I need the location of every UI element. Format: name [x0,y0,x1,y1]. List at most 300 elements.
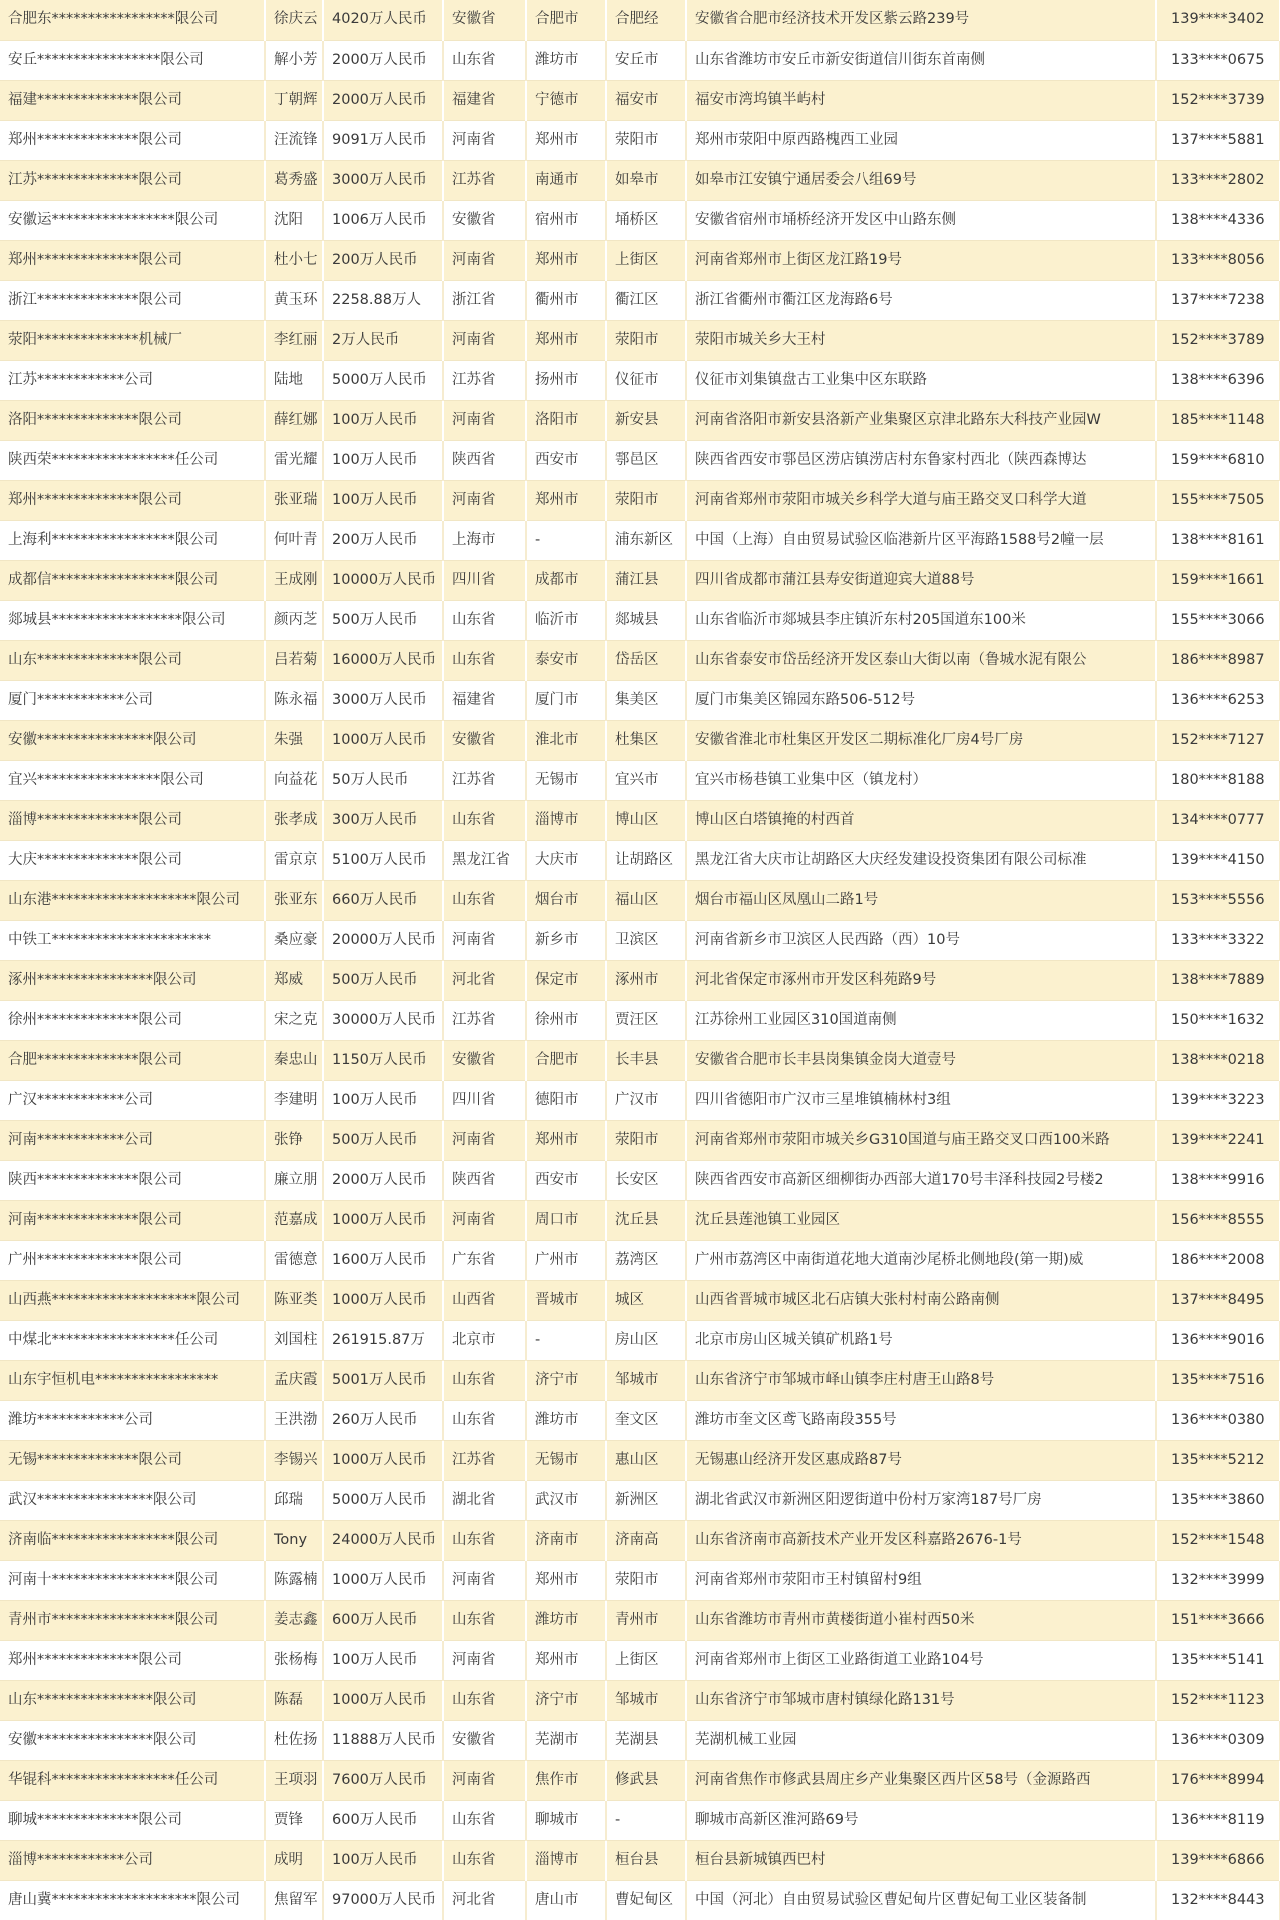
cell-address: 沈丘县莲池镇工业园区 [686,1200,1156,1240]
cell-address: 浙江省衢州市衢江区龙海路6号 [686,280,1156,320]
cell-company: 潍坊************公司 [0,1400,265,1440]
cell-capital: 2000万人民币 [323,80,443,120]
cell-contact: 张杨梅 [265,1640,323,1680]
cell-district: 贾汪区 [606,1000,686,1040]
cell-phone: 185****1148 [1156,400,1280,440]
cell-company: 合肥东*****************限公司 [0,0,265,40]
cell-district: 荔湾区 [606,1240,686,1280]
cell-contact: 郑威 [265,960,323,1000]
cell-province: 山东省 [443,1520,526,1560]
table-row [0,1320,1280,1360]
cell-capital: 24000万人民币 [323,1520,443,1560]
table-row [0,1200,1280,1240]
cell-address: 河南省郑州市荥阳市城关乡G310国道与庙王路交叉口西100米路 [686,1120,1156,1160]
cell-address: 河南省新乡市卫滨区人民西路（西）10号 [686,920,1156,960]
table-row [0,1000,1280,1040]
cell-city: 唐山市 [526,1880,606,1920]
table-row [0,1680,1280,1720]
cell-province: 河南省 [443,400,526,440]
cell-phone: 180****8188 [1156,760,1280,800]
cell-phone: 155****7505 [1156,480,1280,520]
cell-phone: 138****9916 [1156,1160,1280,1200]
cell-phone: 139****3223 [1156,1080,1280,1120]
cell-company: 江苏************公司 [0,360,265,400]
cell-city: 南通市 [526,160,606,200]
cell-phone: 135****5212 [1156,1440,1280,1480]
cell-district: 长丰县 [606,1040,686,1080]
cell-address: 山西省晋城市城区北石店镇大张村村南公路南侧 [686,1280,1156,1320]
cell-province: 河北省 [443,960,526,1000]
cell-company: 无锡**************限公司 [0,1440,265,1480]
cell-capital: 11888万人民币 [323,1720,443,1760]
cell-phone: 136****9016 [1156,1320,1280,1360]
cell-city: 大庆市 [526,840,606,880]
cell-province: 湖北省 [443,1480,526,1520]
cell-city: 西安市 [526,1160,606,1200]
cell-province: 四川省 [443,1080,526,1120]
table-row [0,440,1280,480]
cell-capital: 10000万人民币 [323,560,443,600]
cell-address: 厦门市集美区锦园东路506-512号 [686,680,1156,720]
cell-district: 岱岳区 [606,640,686,680]
cell-district: 福安市 [606,80,686,120]
table-row [0,840,1280,880]
cell-city: 德阳市 [526,1080,606,1120]
cell-address: 荥阳市城关乡大王村 [686,320,1156,360]
cell-contact: Tony [265,1520,323,1560]
cell-company: 宜兴*****************限公司 [0,760,265,800]
cell-address: 山东省济南市高新技术产业开发区科嘉路2676-1号 [686,1520,1156,1560]
cell-district: 集美区 [606,680,686,720]
cell-province: 山东省 [443,1360,526,1400]
cell-company: 陕西荣*****************任公司 [0,440,265,480]
cell-contact: 何叶青 [265,520,323,560]
cell-contact: 李红丽 [265,320,323,360]
cell-province: 山东省 [443,640,526,680]
cell-phone: 139****3402 [1156,0,1280,40]
cell-district: 荥阳市 [606,1120,686,1160]
cell-address: 烟台市福山区凤凰山二路1号 [686,880,1156,920]
cell-address: 四川省成都市蒲江县寿安街道迎宾大道88号 [686,560,1156,600]
cell-capital: 1000万人民币 [323,1560,443,1600]
cell-district: 鄠邑区 [606,440,686,480]
cell-company: 山东港********************限公司 [0,880,265,920]
cell-contact: 陈磊 [265,1680,323,1720]
cell-capital: 4020万人民币 [323,0,443,40]
cell-capital: 100万人民币 [323,440,443,480]
cell-district: 芜湖县 [606,1720,686,1760]
cell-contact: 张亚东 [265,880,323,920]
cell-contact: 宋之克 [265,1000,323,1040]
table-row [0,1520,1280,1560]
cell-contact: 张孝成 [265,800,323,840]
cell-address: 安徽省合肥市长丰县岗集镇金岗大道壹号 [686,1040,1156,1080]
table-row [0,0,1280,40]
cell-district: 广汉市 [606,1080,686,1120]
cell-address: 河北省保定市涿州市开发区科苑路9号 [686,960,1156,1000]
cell-district: 邹城市 [606,1680,686,1720]
cell-phone: 136****0309 [1156,1720,1280,1760]
cell-capital: 5000万人民币 [323,360,443,400]
cell-district: 埇桥区 [606,200,686,240]
cell-company: 淄博************公司 [0,1840,265,1880]
cell-province: 黑龙江省 [443,840,526,880]
cell-province: 山东省 [443,800,526,840]
cell-province: 河南省 [443,1120,526,1160]
cell-phone: 133****8056 [1156,240,1280,280]
cell-district: 沈丘县 [606,1200,686,1240]
cell-address: 福安市湾坞镇半屿村 [686,80,1156,120]
cell-company: 广汉************公司 [0,1080,265,1120]
cell-contact: 张铮 [265,1120,323,1160]
cell-company: 山东宇恒机电***************** [0,1360,265,1400]
cell-capital: 100万人民币 [323,1080,443,1120]
cell-province: 山东省 [443,1600,526,1640]
cell-capital: 2万人民币 [323,320,443,360]
cell-phone: 132****8443 [1156,1880,1280,1920]
cell-district: 如皋市 [606,160,686,200]
cell-capital: 16000万人民币 [323,640,443,680]
cell-city: 临沂市 [526,600,606,640]
cell-contact: 焦留军 [265,1880,323,1920]
cell-district: 城区 [606,1280,686,1320]
cell-capital: 3000万人民币 [323,160,443,200]
cell-district: 惠山区 [606,1440,686,1480]
cell-capital: 600万人民币 [323,1800,443,1840]
cell-phone: 139****6866 [1156,1840,1280,1880]
cell-province: 安徽省 [443,720,526,760]
cell-capital: 200万人民币 [323,240,443,280]
cell-district: 房山区 [606,1320,686,1360]
cell-phone: 138****6396 [1156,360,1280,400]
table-row [0,760,1280,800]
cell-company: 安徽运*****************限公司 [0,200,265,240]
cell-contact: 桑应豪 [265,920,323,960]
cell-contact: 朱强 [265,720,323,760]
cell-phone: 139****4150 [1156,840,1280,880]
cell-district: 荥阳市 [606,480,686,520]
cell-capital: 600万人民币 [323,1600,443,1640]
cell-district: 博山区 [606,800,686,840]
table-row [0,1440,1280,1480]
cell-phone: 136****8119 [1156,1800,1280,1840]
cell-address: 河南省郑州市荥阳市王村镇留村9组 [686,1560,1156,1600]
cell-capital: 50万人民币 [323,760,443,800]
table-row [0,920,1280,960]
cell-capital: 1000万人民币 [323,1200,443,1240]
cell-province: 山东省 [443,1800,526,1840]
cell-address: 山东省泰安市岱岳经济开发区泰山大街以南（鲁城水泥有限公 [686,640,1156,680]
cell-province: 河南省 [443,320,526,360]
cell-district: 新安县 [606,400,686,440]
cell-address: 桓台县新城镇西巴村 [686,1840,1156,1880]
table-row [0,1800,1280,1840]
cell-district: 长安区 [606,1160,686,1200]
cell-phone: 152****1123 [1156,1680,1280,1720]
cell-phone: 135****5141 [1156,1640,1280,1680]
cell-address: 中国（上海）自由贸易试验区临港新片区平海路1588号2幢一层 [686,520,1156,560]
cell-company: 安徽****************限公司 [0,720,265,760]
cell-phone: 176****8994 [1156,1760,1280,1800]
cell-phone: 139****2241 [1156,1120,1280,1160]
table-row [0,1240,1280,1280]
cell-address: 山东省临沂市郯城县李庄镇沂东村205国道东100米 [686,600,1156,640]
cell-contact: 孟庆霞 [265,1360,323,1400]
cell-contact: 雷京京 [265,840,323,880]
cell-province: 安徽省 [443,0,526,40]
table-row [0,1720,1280,1760]
cell-phone: 137****5881 [1156,120,1280,160]
table-row [0,560,1280,600]
cell-phone: 152****7127 [1156,720,1280,760]
cell-company: 荥阳**************机械厂 [0,320,265,360]
cell-address: 聊城市高新区淮河路69号 [686,1800,1156,1840]
cell-address: 河南省郑州市上街区龙江路19号 [686,240,1156,280]
cell-capital: 7600万人民币 [323,1760,443,1800]
cell-province: 河南省 [443,920,526,960]
cell-capital: 300万人民币 [323,800,443,840]
table-row [0,880,1280,920]
cell-capital: 100万人民币 [323,480,443,520]
cell-district: 合肥经 [606,0,686,40]
table-row [0,720,1280,760]
cell-city: 宁德市 [526,80,606,120]
table-row [0,1640,1280,1680]
cell-province: 山东省 [443,1680,526,1720]
cell-address: 河南省焦作市修武县周庄乡产业集聚区西片区58号（金源路西 [686,1760,1156,1800]
cell-phone: 132****3999 [1156,1560,1280,1600]
cell-city: 郑州市 [526,240,606,280]
cell-company: 洛阳**************限公司 [0,400,265,440]
cell-province: 福建省 [443,680,526,720]
cell-district: 曹妃甸区 [606,1880,686,1920]
cell-phone: 138****8161 [1156,520,1280,560]
cell-company: 大庆**************限公司 [0,840,265,880]
cell-city: 潍坊市 [526,1400,606,1440]
cell-phone: 133****2802 [1156,160,1280,200]
cell-province: 陕西省 [443,440,526,480]
cell-capital: 100万人民币 [323,1640,443,1680]
cell-company: 浙江**************限公司 [0,280,265,320]
cell-address: 仪征市刘集镇盘古工业集中区东联路 [686,360,1156,400]
cell-company: 涿州****************限公司 [0,960,265,1000]
cell-province: 河北省 [443,1880,526,1920]
cell-address: 宜兴市杨巷镇工业集中区（镇龙村） [686,760,1156,800]
cell-address: 河南省郑州市上街区工业路街道工业路104号 [686,1640,1156,1680]
cell-address: 潍坊市奎文区鸢飞路南段355号 [686,1400,1156,1440]
cell-contact: 雷德意 [265,1240,323,1280]
cell-phone: 152****1548 [1156,1520,1280,1560]
cell-district: 杜集区 [606,720,686,760]
cell-contact: 李锡兴 [265,1440,323,1480]
cell-phone: 159****6810 [1156,440,1280,480]
cell-province: 四川省 [443,560,526,600]
cell-capital: 660万人民币 [323,880,443,920]
cell-address: 博山区白塔镇掩的村西首 [686,800,1156,840]
table-row [0,640,1280,680]
cell-company: 成都信*****************限公司 [0,560,265,600]
cell-province: 陕西省 [443,1160,526,1200]
cell-company: 河南************公司 [0,1120,265,1160]
table-row [0,1160,1280,1200]
cell-district: 济南高 [606,1520,686,1560]
cell-contact: 范嘉成 [265,1200,323,1240]
cell-city: 芜湖市 [526,1720,606,1760]
cell-city: 淄博市 [526,1840,606,1880]
cell-company: 合肥**************限公司 [0,1040,265,1080]
cell-phone: 156****8555 [1156,1200,1280,1240]
cell-district: 让胡路区 [606,840,686,880]
cell-province: 河南省 [443,480,526,520]
cell-city: 郑州市 [526,480,606,520]
cell-company: 江苏**************限公司 [0,160,265,200]
cell-phone: 150****1632 [1156,1000,1280,1040]
cell-city: 聊城市 [526,1800,606,1840]
cell-capital: 1000万人民币 [323,1440,443,1480]
cell-phone: 138****7889 [1156,960,1280,1000]
cell-company: 山东****************限公司 [0,1680,265,1720]
cell-phone: 186****2008 [1156,1240,1280,1280]
cell-capital: 20000万人民币 [323,920,443,960]
cell-province: 上海市 [443,520,526,560]
cell-company: 徐州**************限公司 [0,1000,265,1040]
table-row [0,1880,1280,1920]
cell-capital: 3000万人民币 [323,680,443,720]
table-row [0,480,1280,520]
cell-phone: 138****4336 [1156,200,1280,240]
cell-phone: 151****3666 [1156,1600,1280,1640]
cell-contact: 秦忠山 [265,1040,323,1080]
cell-address: 江苏徐州工业园区310国道南侧 [686,1000,1156,1040]
cell-capital: 261915.87万 [323,1320,443,1360]
cell-contact: 廉立朋 [265,1160,323,1200]
cell-capital: 1000万人民币 [323,720,443,760]
cell-district: - [606,1800,686,1840]
cell-district: 奎文区 [606,1400,686,1440]
cell-address: 湖北省武汉市新洲区阳逻街道中份村万家湾187号厂房 [686,1480,1156,1520]
cell-phone: 138****0218 [1156,1040,1280,1080]
cell-province: 安徽省 [443,200,526,240]
cell-phone: 152****3739 [1156,80,1280,120]
table-row [0,1040,1280,1080]
cell-company: 中煤北*****************任公司 [0,1320,265,1360]
cell-city: 合肥市 [526,1040,606,1080]
cell-district: 安丘市 [606,40,686,80]
cell-city: 新乡市 [526,920,606,960]
cell-city: 焦作市 [526,1760,606,1800]
cell-district: 郯城县 [606,600,686,640]
cell-company: 武汉****************限公司 [0,1480,265,1520]
cell-contact: 雷光耀 [265,440,323,480]
cell-city: 成都市 [526,560,606,600]
cell-company: 山东**************限公司 [0,640,265,680]
cell-address: 北京市房山区城关镇矿机路1号 [686,1320,1156,1360]
cell-city: 济宁市 [526,1680,606,1720]
cell-city: 济南市 [526,1520,606,1560]
cell-city: 洛阳市 [526,400,606,440]
cell-contact: 王成刚 [265,560,323,600]
cell-province: 河南省 [443,1640,526,1680]
cell-district: 上街区 [606,240,686,280]
cell-phone: 133****0675 [1156,40,1280,80]
cell-city: 无锡市 [526,1440,606,1480]
table-row [0,1280,1280,1320]
cell-district: 荥阳市 [606,320,686,360]
cell-company: 河南**************限公司 [0,1200,265,1240]
cell-address: 安徽省淮北市杜集区开发区二期标准化厂房4号厂房 [686,720,1156,760]
table-row [0,240,1280,280]
cell-city: 无锡市 [526,760,606,800]
cell-capital: 100万人民币 [323,1840,443,1880]
cell-capital: 2258.88万人 [323,280,443,320]
cell-district: 青州市 [606,1600,686,1640]
table-row [0,160,1280,200]
cell-address: 山东省潍坊市安丘市新安街道信川街东首南侧 [686,40,1156,80]
cell-district: 衢江区 [606,280,686,320]
cell-contact: 张亚瑞 [265,480,323,520]
cell-company: 郯城县******************限公司 [0,600,265,640]
table-row [0,280,1280,320]
cell-address: 山东省济宁市邹城市唐村镇绿化路131号 [686,1680,1156,1720]
cell-city: 周口市 [526,1200,606,1240]
cell-district: 新洲区 [606,1480,686,1520]
cell-capital: 500万人民币 [323,1120,443,1160]
cell-company: 安徽****************限公司 [0,1720,265,1760]
cell-city: 淮北市 [526,720,606,760]
cell-address: 陕西省西安市高新区细柳街办西部大道170号丰泽科技园2号楼2 [686,1160,1156,1200]
cell-phone: 135****3860 [1156,1480,1280,1520]
cell-city: 西安市 [526,440,606,480]
cell-phone: 159****1661 [1156,560,1280,600]
cell-city: 合肥市 [526,0,606,40]
cell-contact: 杜佐扬 [265,1720,323,1760]
cell-district: 卫滨区 [606,920,686,960]
cell-district: 荥阳市 [606,120,686,160]
cell-company: 福建**************限公司 [0,80,265,120]
cell-address: 黑龙江省大庆市让胡路区大庆经发建设投资集团有限公司标准 [686,840,1156,880]
cell-district: 浦东新区 [606,520,686,560]
cell-capital: 500万人民币 [323,960,443,1000]
cell-company: 安丘*****************限公司 [0,40,265,80]
cell-capital: 1600万人民币 [323,1240,443,1280]
cell-province: 山东省 [443,880,526,920]
table-row [0,1840,1280,1880]
cell-company: 华锟科*****************任公司 [0,1760,265,1800]
cell-city: 保定市 [526,960,606,1000]
cell-contact: 向益花 [265,760,323,800]
cell-city: 郑州市 [526,120,606,160]
table-row [0,520,1280,560]
cell-address: 如皋市江安镇宁通居委会八组69号 [686,160,1156,200]
table-row [0,80,1280,120]
cell-address: 中国（河北）自由贸易试验区曹妃甸片区曹妃甸工业区装备制 [686,1880,1156,1920]
cell-phone: 134****0777 [1156,800,1280,840]
cell-city: 郑州市 [526,320,606,360]
table-row [0,1360,1280,1400]
cell-contact: 葛秀盛 [265,160,323,200]
cell-province: 山东省 [443,600,526,640]
cell-contact: 王项羽 [265,1760,323,1800]
cell-city: 郑州市 [526,1640,606,1680]
cell-city: 泰安市 [526,640,606,680]
cell-capital: 5000万人民币 [323,1480,443,1520]
cell-capital: 260万人民币 [323,1400,443,1440]
cell-province: 江苏省 [443,1000,526,1040]
cell-city: 济宁市 [526,1360,606,1400]
cell-capital: 2000万人民币 [323,1160,443,1200]
cell-capital: 1150万人民币 [323,1040,443,1080]
table-row [0,1480,1280,1520]
